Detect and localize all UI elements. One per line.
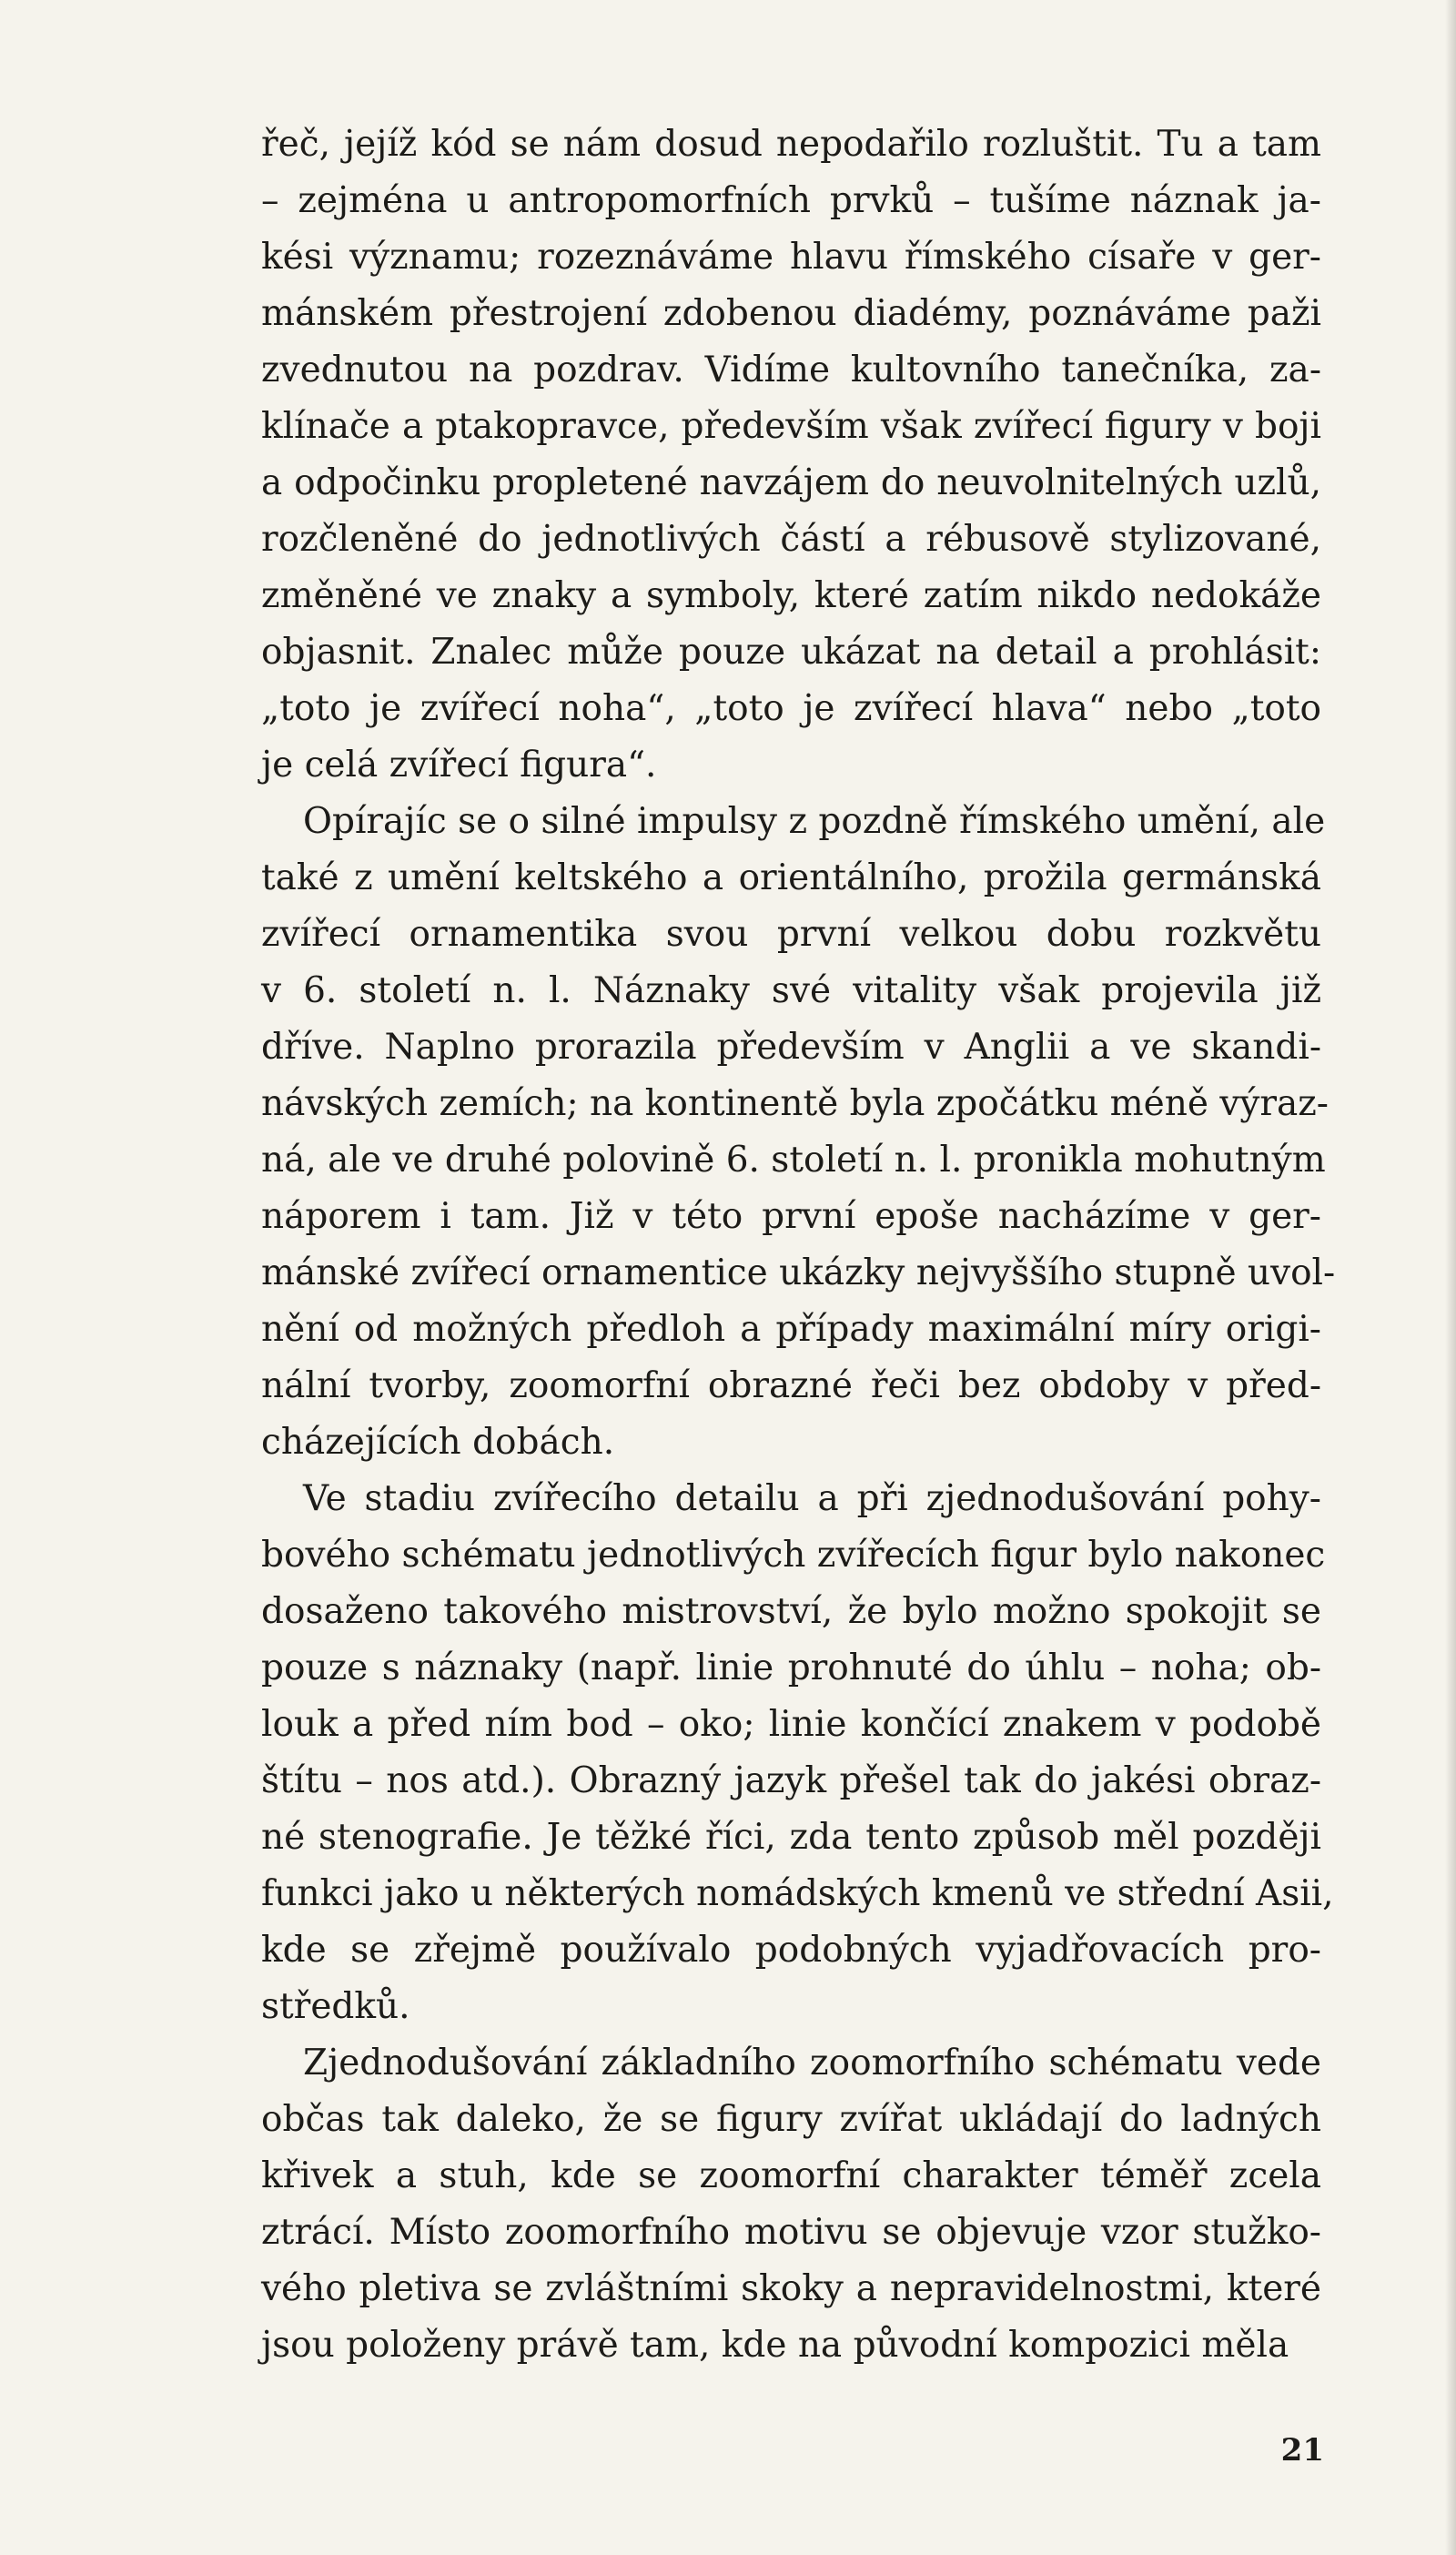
text-line: náporem i tam. Již v této první epoše nacházíme v ger-	[261, 1196, 1321, 1237]
page-number: 21	[1280, 2432, 1324, 2469]
text-line: dříve. Naplno prorazila především v Anglii a ve skandi-	[261, 1027, 1321, 1068]
text-line: ztrácí. Místo zoomorfního motivu se objevuje vzor stužko-	[261, 2212, 1321, 2253]
text-line: zvednutou na pozdrav. Vidíme kultovního tanečníka, za-	[261, 350, 1321, 390]
text-line: pouze s náznaky (např. linie prohnuté do úhlu – noha; ob-	[261, 1648, 1321, 1688]
text-line: křivek a stuh, kde se zoomorfní charakter téměř zcela	[261, 2155, 1321, 2196]
text-line: středků.	[261, 1986, 410, 2027]
text-line: nění od možných předloh a případy maximální míry origi-	[261, 1309, 1321, 1350]
paragraph	[261, 2035, 1321, 2374]
text-line: „toto je zvířecí noha“, „toto je zvířecí hlava“ nebo „toto	[261, 688, 1321, 729]
paragraph	[261, 794, 1336, 1471]
text-line: kési významu; rozeznáváme hlavu římského císaře v ger-	[261, 237, 1321, 278]
text-line: občas tak daleko, že se figury zvířat ukládají do ladných	[261, 2099, 1321, 2140]
text-line: jsou položeny právě tam, kde na původní kompozici měla	[261, 2325, 1289, 2366]
body-text	[261, 117, 1336, 2374]
text-line: vého pletiva se zvláštními skoky a nepravidelnostmi, které	[261, 2268, 1321, 2309]
text-line: objasnit. Znalec může pouze ukázat na detail a prohlásit:	[261, 632, 1321, 673]
text-line: Zjednodušování základního zoomorfního schématu vede	[303, 2043, 1321, 2084]
text-line: v 6. století n. l. Náznaky své vitality však projevila již	[261, 970, 1321, 1011]
text-line: Ve stadiu zvířecího detailu a při zjednodušování pohy-	[303, 1478, 1321, 1519]
text-line: dosaženo takového mistrovství, že bylo možno spokojit se	[261, 1591, 1321, 1632]
text-line: je celá zvířecí figura“.	[261, 745, 657, 786]
text-line: funkci jako u některých nomádských kmenů ve střední Asii,	[261, 1873, 1334, 1914]
text-line: nální tvorby, zoomorfní obrazné řeči bez obdoby v před-	[261, 1365, 1321, 1406]
text-line: cházejících dobách.	[261, 1422, 615, 1463]
text-line: řeč, jejíž kód se nám dosud nepodařilo rozluštit. Tu a tam	[261, 124, 1321, 165]
text-line: také z umění keltského a orientálního, prožila germánská	[261, 857, 1321, 898]
text-line: Opírajíc se o silné impulsy z pozdně římského umění, ale	[303, 801, 1326, 842]
text-line: mánské zvířecí ornamentice ukázky nejvyššího stupně uvol-	[261, 1252, 1336, 1293]
text-line: rozčleněné do jednotlivých částí a rébusově stylizované,	[261, 519, 1321, 560]
text-line: změněné ve znaky a symboly, které zatím nikdo nedokáže	[261, 575, 1321, 616]
text-line: návských zemích; na kontinentě byla zpočátku méně výraz-	[261, 1083, 1329, 1124]
text-line: louk a před ním bod – oko; linie končící znakem v podobě	[261, 1704, 1321, 1745]
paragraph	[261, 1471, 1334, 2035]
text-line: bového schématu jednotlivých zvířecích figur bylo nakonec	[261, 1535, 1326, 1576]
text-line: – zejména u antropomorfních prvků – tušíme náznak ja-	[261, 180, 1321, 221]
text-line: mánském přestrojení zdobenou diadémy, poznáváme paži	[261, 293, 1321, 334]
text-line: a odpočinku propletené navzájem do neuvolnitelných uzlů,	[261, 462, 1321, 503]
text-line: klínače a ptakopravce, především však zvířecí figury v boji	[261, 406, 1321, 447]
text-line: kde se zřejmě používalo podobných vyjadřovacích pro-	[261, 1930, 1321, 1971]
page-edge-shadow	[1445, 0, 1456, 2555]
text-line: štítu – nos atd.). Obrazný jazyk přešel tak do jakési obraz-	[261, 1760, 1321, 1801]
paragraph	[261, 117, 1321, 794]
text-line: zvířecí ornamentika svou první velkou dobu rozkvětu	[261, 914, 1321, 955]
text-line: né stenografie. Je těžké říci, zda tento způsob měl později	[261, 1817, 1321, 1858]
text-line: ná, ale ve druhé polovině 6. století n. l. pronikla mohutným	[261, 1140, 1326, 1181]
